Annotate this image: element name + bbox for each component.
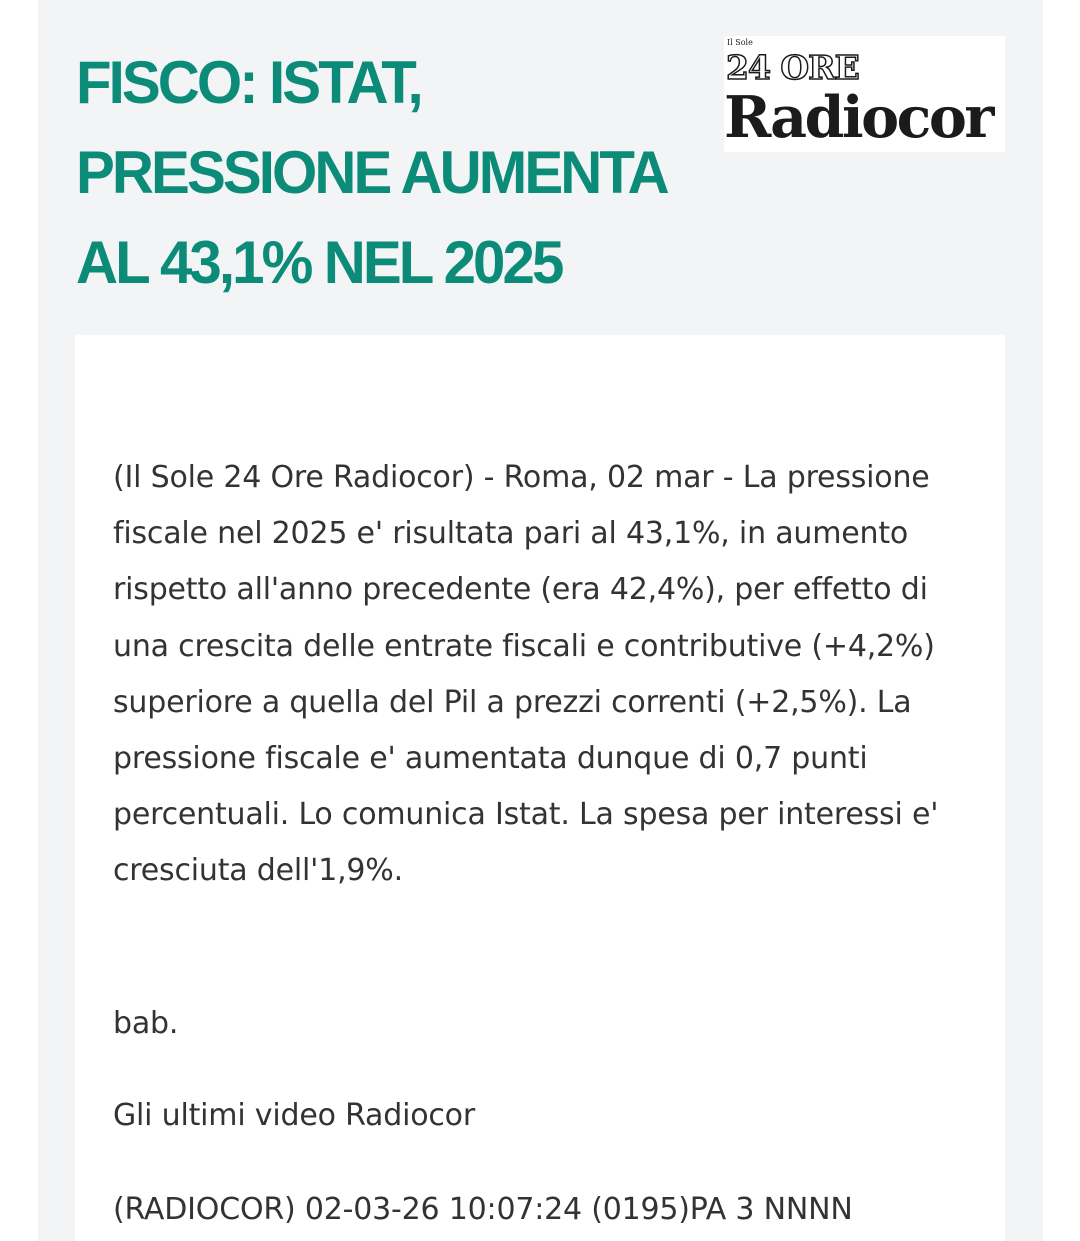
- footer-code: (RADIOCOR) 02-03-26 10:07:24 (0195)PA 3 NNNN: [113, 1192, 853, 1227]
- logo-24ore-text: 24 ORE: [726, 48, 859, 87]
- logo-radiocor-text: Radiocor: [724, 84, 992, 151]
- article-body: (Il Sole 24 Ore Radiocor) - Roma, 02 mar - La pressione fiscale nel 2025 e' risultata pari al 43,1%, in aumento rispetto all'anno precedente (era 42,4%), per effetto di una crescita delle entrate fiscali e contributive (+4,2%) superiore a quella del Pil a prezzi correnti (+2,5%). La pressione fiscale e' aumentata dunque di 0,7 punti percentuali. Lo comunica Istat. La spesa per interessi e' cresciuta dell'1,9%.: [113, 460, 939, 889]
- headline-line-3: AL 43,1% NEL 2025: [76, 229, 562, 296]
- radiocor-logo: [724, 36, 1005, 152]
- logo-il-sole-text: Il Sole: [727, 38, 753, 47]
- article-signature: bab.: [113, 1006, 179, 1041]
- headline-line-1: FISCO: ISTAT,: [76, 49, 421, 116]
- headline-line-2: PRESSIONE AUMENTA: [76, 139, 667, 206]
- article-headline: [76, 38, 677, 308]
- videos-link[interactable]: Gli ultimi video Radiocor: [113, 1098, 475, 1133]
